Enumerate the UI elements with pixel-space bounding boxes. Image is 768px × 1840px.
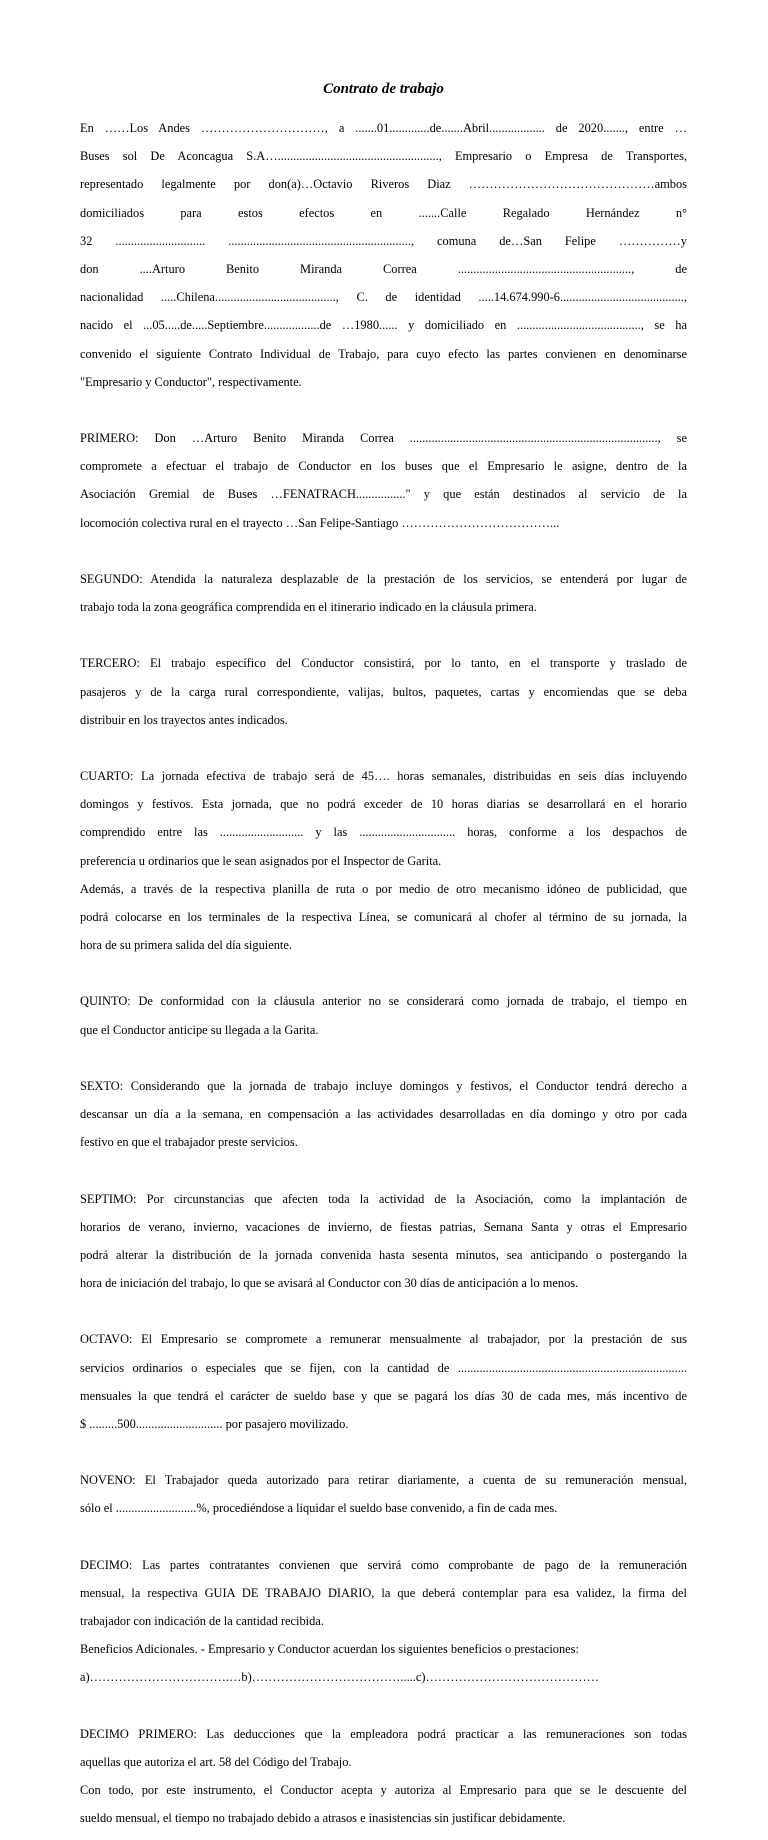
intro-line: domiciliados para estos efectos en .......Calle Regalado Hernández n° bbox=[80, 205, 687, 220]
clause-line: SEPTIMO: Por circunstancias que afecten toda la actividad de la Asociación, como la implantación de bbox=[80, 1191, 687, 1206]
clause-line: distribuir en los trayectos antes indicados. bbox=[80, 712, 288, 727]
clause-decimo-primero bbox=[80, 1713, 687, 1840]
clause-primero bbox=[80, 417, 687, 544]
clause-line: SEXTO: Considerando que la jornada de trabajo incluye domingos y festivos, el Conductor tendrá derecho a bbox=[80, 1078, 687, 1093]
contract-page bbox=[80, 80, 687, 1840]
clause-decimo bbox=[80, 1544, 687, 1699]
clause-line: sólo el ..........................%, procediéndose a liquidar el sueldo base convenido, a fin de cada mes. bbox=[80, 1501, 558, 1516]
intro-line: convenido el siguiente Contrato Individual de Trabajo, para cuyo efecto las partes convienen en denominarse bbox=[80, 346, 687, 361]
clause-line: pasajeros y de la carga rural correspondiente, valijas, bultos, paquetes, cartas y encomiendas que se deba bbox=[80, 684, 687, 699]
clause-line: mensuales la que tendrá el carácter de sueldo base y que se pagará los días 30 de cada mes, más incentivo de bbox=[80, 1388, 687, 1403]
clause-line: horarios de verano, invierno, vacaciones de invierno, de fiestas patrias, Semana Santa y otras el Empresario bbox=[80, 1219, 687, 1234]
clause-line: locomoción colectiva rural en el trayecto …San Felipe-Santiago ………………………………... bbox=[80, 515, 560, 530]
clause-line: compromete a efectuar el trabajo de Conductor en los buses que el Empresario le asigne, dentro de la bbox=[80, 459, 687, 474]
clause-cuarto bbox=[80, 755, 687, 966]
clause-line: Beneficios Adicionales. - Empresario y Conductor acuerdan los siguientes beneficios o prestaciones: bbox=[80, 1642, 579, 1657]
clause-line: DECIMO PRIMERO: Las deducciones que la empleadora podrá practicar a las remuneraciones son todas bbox=[80, 1726, 687, 1741]
clause-segundo bbox=[80, 558, 687, 628]
clause-line: hora de su primera salida del día siguiente. bbox=[80, 938, 292, 953]
intro-paragraph bbox=[80, 107, 687, 403]
clause-line: Con todo, por este instrumento, el Conductor acepta y autoriza al Empresario para que se le descuente del bbox=[80, 1783, 687, 1798]
benefits-blanks-line: a)…………………………….…b)……………………………….....c)…………………………………… bbox=[80, 1670, 600, 1685]
intro-line: don ....Arturo Benito Miranda Correa ........................................................, de bbox=[80, 262, 687, 277]
clause-line: descansar un día a la semana, en compensación a las actividades desarrolladas en día domingo y otro por cada bbox=[80, 1107, 687, 1122]
clause-line: preferencia u ordinarios que le sean asignados por el Inspector de Garita. bbox=[80, 853, 442, 868]
clause-tercero bbox=[80, 642, 687, 741]
clause-line: podrá colocarse en los terminales de la respectiva Línea, se comunicará al chofer al término de su jornada, la bbox=[80, 909, 687, 924]
clause-line: DECIMO: Las partes contratantes convienen que servirá como comprobante de pago de la remuneración bbox=[80, 1557, 687, 1572]
clause-line: OCTAVO: El Empresario se compromete a remunerar mensualmente al trabajador, por la prestación de sus bbox=[80, 1332, 687, 1347]
clause-line: QUINTO: De conformidad con la cláusula anterior no se considerará como jornada de trabajo, el tiempo en bbox=[80, 994, 687, 1009]
clause-line: domingos y festivos. Esta jornada, que no podrá exceder de 10 horas diarias se desarrollará en el horario bbox=[80, 797, 687, 812]
clause-line: TERCERO: El trabajo específico del Conductor consistirá, por lo tanto, en el transporte y traslado de bbox=[80, 656, 687, 671]
clause-line: NOVENO: El Trabajador queda autorizado para retirar diariamente, a cuenta de su remuneración mensual, bbox=[80, 1473, 687, 1488]
clause-line: $ .........500............................ por pasajero movilizado. bbox=[80, 1416, 349, 1431]
intro-line: nacido el ...05.....de.....Septiembre..................de …1980...... y domiciliado en ........................................, se ha bbox=[80, 318, 687, 333]
clause-septimo bbox=[80, 1177, 687, 1304]
clause-line: que el Conductor anticipe su llegada a la Garita. bbox=[80, 1022, 319, 1037]
clause-line: podrá alterar la distribución de la jornada convenida hasta sesenta minutos, sea anticipando o postergando la bbox=[80, 1247, 687, 1262]
intro-line: En ……Los Andes …………………………, a .......01.............de.......Abril.................. de 2020......., entre … bbox=[80, 121, 687, 136]
clause-quinto bbox=[80, 980, 687, 1050]
clause-line: trabajador con indicación de la cantidad recibida. bbox=[80, 1614, 324, 1629]
document-title: Contrato de trabajo bbox=[323, 81, 444, 97]
clause-line: PRIMERO: Don …Arturo Benito Miranda Correa ................................................................................, se bbox=[80, 431, 687, 446]
clause-line: trabajo toda la zona geográfica comprendida en el itinerario indicado en la cláusula primera. bbox=[80, 600, 537, 615]
clause-line: aquellas que autoriza el art. 58 del Código del Trabajo. bbox=[80, 1754, 352, 1769]
clause-line: festivo en que el trabajador preste servicios. bbox=[80, 1135, 298, 1150]
clause-line: Además, a través de la respectiva planilla de ruta o por medio de otro mecanismo idóneo de publicidad, que bbox=[80, 881, 687, 896]
clause-line: comprendido entre las ........................... y las ............................... horas, conforme a los despachos de bbox=[80, 825, 687, 840]
clause-line: servicios ordinarios o especiales que se fijen, con la cantidad de .......................................................................... bbox=[80, 1360, 687, 1375]
clause-sexto bbox=[80, 1065, 687, 1164]
intro-line: Buses sol De Aconcagua S.A…...................................................., Empresario o Empresa de Transportes, bbox=[80, 149, 687, 164]
clause-line: mensual, la respectiva GUIA DE TRABAJO DIARIO, la que deberá contemplar para esa validez, la firma del bbox=[80, 1585, 687, 1600]
intro-line: representado legalmente por don(a)…Octavio Riveros Diaz ………………………………………ambos bbox=[80, 177, 687, 192]
intro-line: 32 ............................. ..........................................................., comuna de…San Felipe ……………y bbox=[80, 233, 687, 248]
clause-line: Asociación Gremial de Buses …FENATRACH................" y que están destinados al servicio de la bbox=[80, 487, 687, 502]
intro-line: nacionalidad .....Chilena......................................., C. de identidad .....14.674.990-6........................................, bbox=[80, 290, 687, 305]
clause-line: hora de iniciación del trabajo, lo que se avisará al Conductor con 30 días de anticipación a lo menos. bbox=[80, 1276, 579, 1291]
clause-line: sueldo mensual, el tiempo no trabajado debido a atrasos e inasistencias sin justificar debidamente. bbox=[80, 1811, 566, 1826]
clause-noveno bbox=[80, 1459, 687, 1529]
clause-line: SEGUNDO: Atendida la naturaleza desplazable de la prestación de los servicios, se entenderá por lugar de bbox=[80, 571, 687, 586]
clause-line: CUARTO: La jornada efectiva de trabajo será de 45…. horas semanales, distribuidas en seis días incluyendo bbox=[80, 769, 687, 784]
intro-line: "Empresario y Conductor", respectivamente. bbox=[80, 374, 302, 389]
clause-octavo bbox=[80, 1318, 687, 1445]
